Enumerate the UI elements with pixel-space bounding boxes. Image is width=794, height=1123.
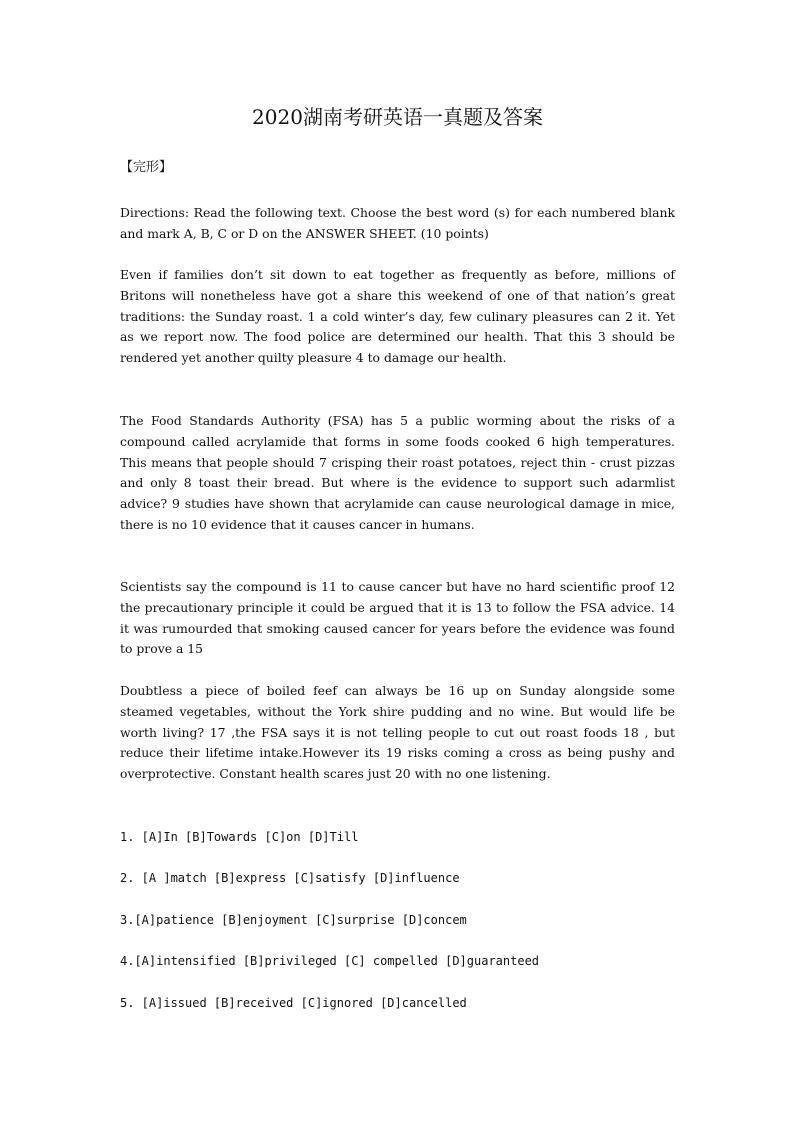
section-label: 【完形】 [120, 160, 173, 175]
passage-paragraph-1 [120, 265, 675, 369]
question-option-5: 5. [A]issued [B]received [C]ignored [D]cancelled [120, 996, 467, 1010]
paragraph-text: Doubtless a piece of boiled feef can always be 16 up on Sunday alongside some steamed vegetables, without the York shire pudding and no wine. But would life be worth living? 17 ,the FSA says it is not telling people to cut out roast foods 18 , but reduce their lifetime intake.However its 19 risks coming a cross as being pushy and overprotective. Constant health scares just 20 with no one listening. [120, 683, 675, 782]
directions-text: Directions: Read the following text. Choose the best word (s) for each numbered blank and mark A, B, C or D on the ANSWER SHEET. (10 points) [120, 205, 675, 241]
paragraph-text: Scientists say the compound is 11 to cause cancer but have no hard scientific proof 12 the precautionary principle it could be argued that it is 13 to follow the FSA advice. 14 it was rumourded that smoking caused cancer for years before the evidence was found to prove a 15 [120, 579, 675, 657]
passage-paragraph-2 [120, 411, 675, 536]
question-option-2: 2. [A ]match [B]express [C]satisfy [D]influence [120, 871, 460, 885]
question-option-1: 1. [A]In [B]Towards [C]on [D]Till [120, 830, 359, 844]
paragraph-text: The Food Standards Authority (FSA) has 5 a public worming about the risks of a compound called acrylamide that forms in some foods cooked 6 high temperatures. This means that people should 7 crisping their roast potatoes, reject thin - crust pizzas and only 8 toast their bread. But where is the evidence to support such adarmlist advice? 9 studies have shown that acrylamide can cause neurological damage in mice, there is no 10 evidence that it causes cancer in humans. [120, 413, 675, 532]
question-option-4: 4.[A]intensified [B]privileged [C] compelled [D]guaranteed [120, 954, 540, 968]
question-option-3: 3.[A]patience [B]enjoyment [C]surprise [D]concem [120, 913, 467, 927]
paragraph-text: Even if families don’t sit down to eat together as frequently as before, millions of Britons will nonetheless have got a share this weekend of one of that nation’s great traditions: the Sunday roast. 1 a cold winter’s day, few culinary pleasures can 2 it. Yet as we report now. The food police are determined our health. That this 3 should be rendered yet another quilty pleasure 4 to damage our health. [120, 267, 675, 366]
document-title: 2020湖南考研英语一真题及答案 [252, 105, 543, 129]
passage-paragraph-4 [120, 681, 675, 785]
directions-block [120, 203, 675, 245]
passage-paragraph-3 [120, 577, 675, 660]
